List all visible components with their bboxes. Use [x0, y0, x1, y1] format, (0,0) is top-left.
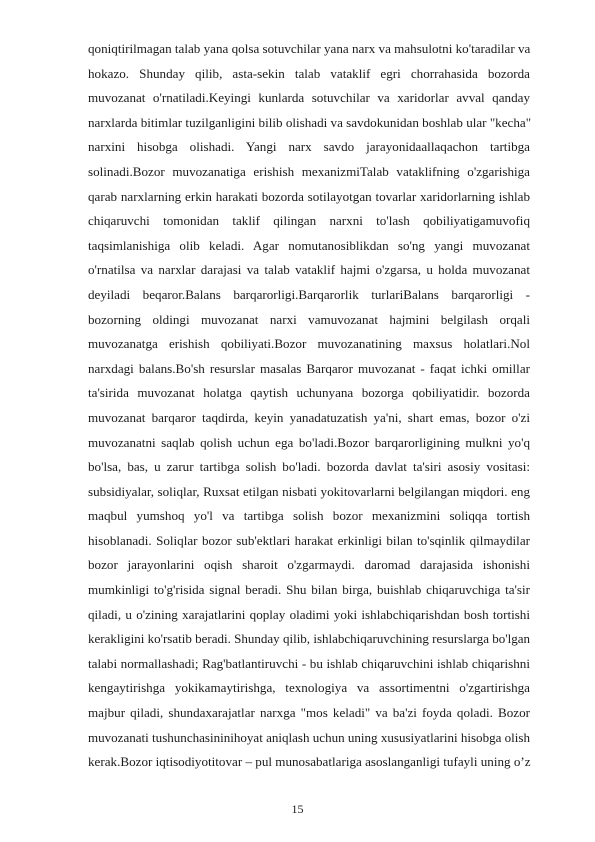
text-line: muvozanat o'rnatiladi.Keyingi kunlarda sotuvchilar va xaridorlar avval qanday	[88, 90, 530, 106]
text-line: talabi normallashadi; Rag'batlantiruvchi - bu ishlab chiqaruvchini ishlab chiqarishni	[88, 655, 530, 671]
text-line: qarab narxlarning erkin harakati bozorda sotilayotgan tovarlar xaridorlarning ishlab	[88, 188, 530, 204]
text-line: maqbul yumshoq yo'l va tartibga solish bozor mexanizmini soliqqa tortish	[88, 508, 530, 524]
text-line: qiladi, u o'zining xarajatlarini qoplay oladimi yoki ishlabchiqarishdan bosh tortishi	[88, 606, 530, 622]
text-line: majbur qiladi, shundaxarajatlar narxga "mos keladi" va ba'zi foyda qoladi. Bozor	[88, 705, 530, 721]
text-line: narxini hisobga olishadi. Yangi narx savdo jarayonidaallaqachon tartibga	[88, 139, 530, 155]
text-line: bozor jarayonlarini oqish sharoit o'zgarmaydi. daromad darajasida ishonishi	[88, 557, 530, 573]
text-line: hisoblanadi. Soliqlar bozor sub'ektlari harakat erkinligi bilan to'sqinlik qilmaydilar	[88, 532, 530, 548]
text-line: hokazo. Shunday qilib, asta-sekin talab vataklif egri chorrahasida bozorda	[88, 65, 530, 81]
text-line: narxlarda bitimlar tuzilganligini bilib olishadi va savdokunidan boshlab ular "kecha"	[88, 114, 532, 130]
text-line: deyiladi beqaror.Balans barqarorligi.Barqarorlik turlariBalans barqarorligi -	[88, 286, 530, 302]
text-line: solinadi.Bozor muvozanatiga erishish mexanizmiTalab vataklifning o'zgarishiga	[88, 163, 530, 179]
text-line: subsidiyalar, soliqlar, Ruxsat etilgan nisbati yokitovarlarni belgilangan miqdori. eng	[88, 483, 530, 499]
text-line: ta'sirida muvozanat holatga qaytish uchunyana bozorga qobiliyatidir. bozorda	[88, 385, 530, 401]
text-line: bo'lsa, bas, u zarur tartibga solish bo'ladi. bozorda davlat ta'siri asosiy vositasi:	[88, 459, 530, 475]
document-body	[88, 37, 530, 775]
text-line: muvozanatga erishish qobiliyati.Bozor muvozanatining maxsus holatlari.Nol	[88, 336, 530, 352]
page-number: 15	[291, 802, 304, 816]
text-line: muvozanatni saqlab qolish uchun ega bo'ladi.Bozor barqarorligining mulkni yo'q	[88, 434, 530, 450]
text-line: mumkinligi to'g'risida signal beradi. Shu bilan birga, buishlab chiqaruvchiga ta'sir	[88, 582, 530, 598]
text-line: narxdagi balans.Bo'sh resurslar masalas Barqaror muvozanat - faqat ichki omillar	[88, 360, 530, 376]
text-line: bozorning oldingi muvozanat narxi vamuvozanat hajmini belgilash orqali	[88, 311, 530, 327]
text-line: taqsimlanishiga olib keladi. Agar nomutanosiblikdan so'ng yangi muvozanat	[88, 237, 530, 253]
text-line: o'rnatilsa va narxlar darajasi va talab vataklif hajmi o'zgarsa, u holda muvozanat	[88, 262, 530, 278]
text-line: qoniqtirilmagan talab yana qolsa sotuvchilar yana narx va mahsulotni ko'taradilar va	[88, 41, 531, 56]
text-line: kerak.Bozor iqtisodiyotitovar – pul munosabatlariga asoslanganligi tufayli uning o’z	[88, 754, 531, 770]
text-line: kengaytirishga yokikamaytirishga, texnologiya va assortimentni o'zgartirishga	[88, 680, 530, 696]
text-line: chiqaruvchi tomonidan taklif qilingan narxni to'lash qobiliyatigamuvofiq	[88, 213, 530, 229]
text-line: kerakligini ko'rsatib beradi. Shunday qilib, ishlabchiqaruvchining resurslarga bo'lgan	[88, 631, 530, 647]
text-line: muvozanat barqaror taqdirda, keyin yanadatuzatish ya'ni, shart emas, bozor o'zi	[88, 409, 530, 425]
text-line: muvozanati tushunchasininihoyat aniqlash uchun uning xususiyatlarini hisobga olish	[88, 729, 530, 745]
